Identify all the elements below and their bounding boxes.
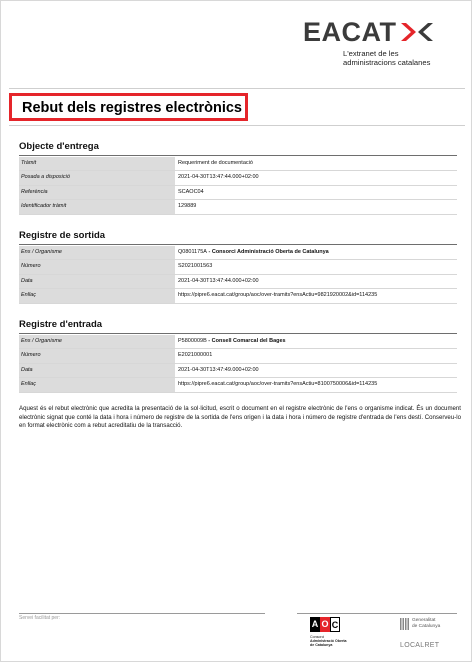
- row-value: SCAOC04: [178, 188, 204, 195]
- organisme-code: Q0801175A: [178, 249, 207, 255]
- row-value: S2021001563: [178, 263, 213, 270]
- row-value: 2021-04-30T13:47:44.000+02:00: [178, 174, 259, 181]
- page-title: Rebut dels registres electrònics: [22, 100, 242, 116]
- table-row: [19, 186, 457, 200]
- row-value: 2021-04-30T13:47:44.000+02:00: [178, 277, 259, 284]
- row-label: Data: [19, 364, 175, 377]
- table-row: [19, 349, 457, 363]
- organisme-name: - Consell Comarcal del Bages: [206, 338, 286, 344]
- row-label: Enllaç: [19, 289, 175, 302]
- aoc-text: Consorci Administració Oberta de Catalunya: [310, 635, 347, 648]
- organisme-code: P5800009B: [178, 338, 207, 344]
- generalitat-logo: Generalitat de Catalunya: [400, 618, 440, 630]
- link-value[interactable]: https://pipre6.eacat.cat/group/aoc/over-tramits?ensActiu=9821920002&id=114235: [178, 292, 378, 299]
- aoc-letter: C: [330, 617, 340, 632]
- table-row: [19, 289, 457, 303]
- row-value: E2021000001: [178, 352, 213, 359]
- footer-label: Servei facilitat per:: [19, 615, 61, 621]
- table-row: [19, 157, 457, 171]
- table-row: [19, 364, 457, 378]
- row-value: 129889: [178, 203, 197, 210]
- generalitat-flag-icon: [400, 618, 409, 630]
- row-label: Número: [19, 260, 175, 273]
- table-row: [19, 275, 457, 289]
- table-row: [19, 335, 457, 349]
- row-value: [175, 335, 457, 348]
- table-row: [19, 378, 457, 392]
- row-label: Ens / Organisme: [19, 335, 175, 348]
- organisme-name: - Consorci Administració Oberta de Catalunya: [206, 249, 329, 255]
- table-row: [19, 260, 457, 274]
- aoc-logo: [310, 617, 347, 648]
- row-label: Ens / Organisme: [19, 246, 175, 259]
- row-value: [175, 246, 457, 259]
- row-label: Número: [19, 349, 175, 362]
- row-value: Requeriment de documentació: [178, 160, 253, 166]
- header-divider: [9, 88, 465, 89]
- section-rule: [19, 155, 457, 156]
- row-label: Tràmit: [19, 157, 175, 170]
- aoc-letter: A: [310, 617, 320, 632]
- section-rule: [19, 333, 457, 334]
- footer-divider-left: [19, 613, 265, 614]
- logo-tagline: L'extranet de les administracions catalanes: [343, 49, 431, 67]
- section-heading: Registre d'entrada: [19, 319, 103, 330]
- table-row: [19, 200, 457, 214]
- row-label: Referència: [19, 186, 175, 199]
- receipt-note: Aquest és el rebut electrònic que acredita la presentació de la sol·licitud, escrit o document en el registre electrònic de l'ens o organisme indicat. És un document electrònic signat que conté la data i hora i número de registre de la sortida de l'ens origen i la data i hora i número de registre d'entrada de l'ens destí. Conserveu-lo en format electrònic com a rebut acreditatiu de la transacció.: [19, 405, 461, 430]
- row-label: Posada a disposició: [19, 171, 175, 184]
- title-divider: [9, 125, 465, 126]
- row-value: 2021-04-30T13:47:49.000+02:00: [178, 366, 259, 373]
- link-value[interactable]: https://pipre6.eacat.cat/group/aoc/over-tramits?ensActiu=8100750006&id=114235: [178, 381, 378, 388]
- footer-divider-right: [297, 613, 457, 614]
- table-row: [19, 246, 457, 260]
- row-label: Identificador tràmit: [19, 200, 175, 213]
- section-registre-entrada: [19, 319, 457, 393]
- section-registre-sortida: [19, 230, 457, 304]
- table-row: [19, 171, 457, 185]
- logo-text: EACAT: [303, 17, 397, 47]
- title-box: [9, 93, 248, 121]
- row-label: Data: [19, 275, 175, 288]
- section-objecte-entrega: [19, 141, 457, 215]
- eacat-arrows-icon: [399, 20, 435, 44]
- section-rule: [19, 244, 457, 245]
- section-heading: Objecte d'entrega: [19, 141, 99, 152]
- row-label: Enllaç: [19, 378, 175, 391]
- localret-logo: LOCALRET: [400, 642, 440, 649]
- eacat-logo: [303, 17, 453, 67]
- aoc-letter: O: [320, 617, 330, 632]
- section-heading: Registre de sortida: [19, 230, 106, 241]
